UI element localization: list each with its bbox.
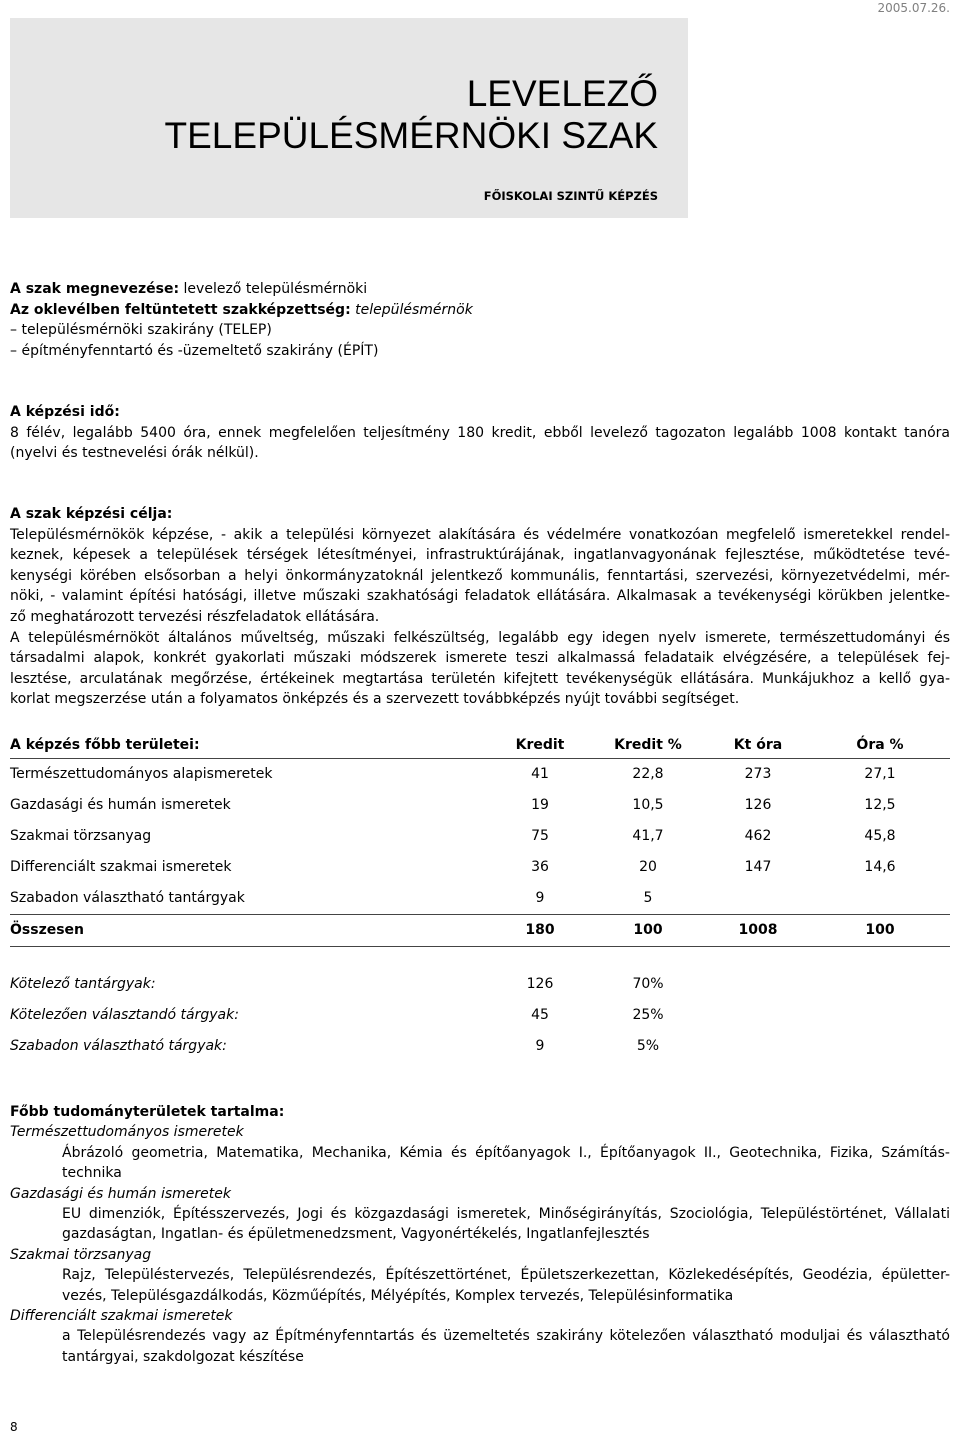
section-line: tantárgyai, szakdolgozat készítése [62,1348,304,1365]
goals-paragraph-2 [10,628,950,710]
specialization-item: – településmérnöki szakirány (TELEP) [10,322,272,339]
qualification-line [10,300,950,321]
section-body [62,1265,950,1306]
section-line: technika [62,1165,122,1182]
hours-percent-cell: 12,5 [864,797,896,814]
header-credit-percent: Kredit % [614,737,682,754]
credit-cell: 9 [535,890,545,907]
course-type-name: Szabadon választható tárgyak: [10,1038,227,1055]
table-total-row [10,914,950,947]
course-type-row [10,969,950,1000]
paragraph-line: ző meghatározott tervezési részfeladatok ellátására. [10,608,380,625]
area-name: Természettudományos alapismeretek [10,766,273,783]
course-type-row [10,1000,950,1031]
training-areas-table [10,733,950,1062]
total-contact-hours: 1008 [738,922,778,939]
title-line-1: LEVELEZŐ [466,73,658,114]
goals-paragraph-1 [10,525,950,628]
paragraph-line: keznek, képesek a települések térségek létesítményei, infrastruktúrájának, ingatlanvagyonának fejlesztése, működtetése tevé- [10,547,950,564]
total-credit-percent: 100 [633,922,663,939]
course-type-name: Kötelező tantárgyak: [10,976,156,993]
title-line-2: TELEPÜLÉSMÉRNÖKI SZAK [164,115,658,156]
credit-cell: 75 [531,828,549,845]
page-number: 8 [10,1420,18,1434]
area-name: Szakmai törzsanyag [10,828,152,845]
section-body [62,1204,950,1245]
hours-percent-cell: 27,1 [864,766,896,783]
paragraph-line: Településmérnökök képzése, - akik a települési környezet alakítására és védelmére vonatkozóan megfelelő ismeretekkel rendel- [10,526,950,543]
total-credit: 180 [525,922,555,939]
table-header-row [10,733,950,759]
course-type-name: Kötelezően választandó tárgyak: [10,1007,239,1024]
course-type-credit: 45 [531,1007,549,1024]
section-line: vezés, Településgazdálkodás, Közműépítés, Mélyépítés, Komplex tervezés, Településinformatika [62,1287,734,1304]
section-line: Rajz, Településtervezés, Településrendezés, Építészettörténet, Épületszerkezettan, Közlekedésépítés, Geodézia, épületter- [62,1267,950,1284]
section-body [62,1326,950,1367]
header-credit: Kredit [515,737,565,754]
course-type-row [10,1031,950,1062]
section-line: Ábrázoló geometria, Matematika, Mechanika, Kémia és építőanyagok I., Építőanyagok II., Geotechnika, Fizika, Számítás- [62,1144,950,1161]
contact-hours-cell: 462 [744,828,772,845]
program-name-label: A szak megnevezése: [10,281,180,297]
paragraph-line: kenységi körében elsősorban a helyi önkormányzatoknál jelentkező kommunális, fenntartási, szervezési, környezetvédelmi, mér- [10,567,950,584]
area-name: Gazdasági és humán ismeretek [10,797,231,814]
goals-label: A szak képzési célja: [10,506,173,522]
section-body [62,1143,950,1184]
content-section [10,1102,950,1367]
credit-cell: 19 [531,797,549,814]
program-name-line [10,279,950,300]
header-contact-hours: Kt óra [733,737,783,754]
table-row [10,821,950,852]
hours-percent-cell: 14,6 [864,859,896,876]
area-name: Szabadon választható tantárgyak [10,890,245,907]
content-title: Főbb tudományterületek tartalma: [10,1104,285,1120]
credit-percent-cell: 10,5 [632,797,664,814]
total-hours-percent: 100 [865,922,895,939]
section-line: EU dimenziók, Építésszervezés, Jogi és közgazdasági ismeretek, Minőségirányítás, Szociológia, Településtörténet, Vállalati [62,1206,950,1223]
header-hours-percent: Óra % [856,737,904,754]
header-area: A képzés főbb területei: [10,737,200,754]
section-heading: Gazdasági és humán ismeretek [10,1185,231,1202]
paragraph-line: korlat megszerzése után a folyamatos önképzés és a szervezett továbbképzés nyújt további segítséget. [10,691,740,708]
credit-cell: 36 [531,859,549,876]
paragraph-line: társadalmi alapok, konkrét gyakorlati műszaki módszerek ismerete teszi alkalmassá feladataik elvégzésére, a települések fej- [10,650,950,667]
contact-hours-cell: 273 [744,766,772,783]
section-heading: Természettudományos ismeretek [10,1124,244,1141]
section-line: gazdaságtan, Ingatlan- és épületmenedzsment, Vagyonértékelés, Ingatlanfejlesztés [62,1226,650,1243]
credit-percent-cell: 20 [639,859,657,876]
table-row [10,852,950,883]
section-line: a Településrendezés vagy az Építményfenntartás és üzemeltetés szakirány kötelezően választható moduljai és választható [62,1328,950,1345]
paragraph-line: A településmérnököt általános műveltség, műszaki felkészültség, legalább egy idegen nyelv ismerete, természettudományi és [10,629,950,646]
duration-text-line: (nyelvi és testnevelési órák nélkül). [10,445,259,462]
paragraph-line: lesztése, arculatának megőrzése, értékeinek megtartása területén kifejtett tevékenységük ellátására. Munkájukhoz a kellő gya- [10,670,950,687]
table-row [10,759,950,790]
course-type-percent: 70% [632,976,664,993]
credit-percent-cell: 5 [643,890,653,907]
total-label: Összesen [10,922,85,939]
title-banner [10,18,688,218]
paragraph-line: nöki, - valamint építési hatósági, illetve műszaki szakhatósági feladatok ellátására. Alkalmasak a tevékenységi körükben jelentke- [10,588,950,605]
course-type-percent: 25% [632,1007,664,1024]
goals-section [10,504,950,710]
hours-percent-cell: 45,8 [864,828,896,845]
qualification-value: településmérnök [355,301,473,318]
credit-percent-cell: 41,7 [632,828,664,845]
table-spacer [10,947,950,969]
document-date: 2005.07.26. [877,1,950,15]
contact-hours-cell: 126 [744,797,772,814]
credit-cell: 41 [531,766,549,783]
course-type-percent: 5% [636,1038,660,1055]
area-name: Differenciált szakmai ismeretek [10,859,232,876]
table-row [10,883,950,914]
duration-label: A képzési idő: [10,404,120,420]
table-row [10,790,950,821]
program-info [10,279,950,361]
duration-text-line: 8 félév, legalább 5400 óra, ennek megfelelően teljesítmény 180 kredit, ebből levelező tagozaton legalább 1008 kontakt tanóra [10,424,950,441]
course-type-credit: 126 [526,976,554,993]
section-heading: Differenciált szakmai ismeretek [10,1308,233,1325]
course-type-credit: 9 [535,1038,545,1055]
section-heading: Szakmai törzsanyag [10,1246,152,1263]
subtitle: FŐISKOLAI SZINTŰ KÉPZÉS [483,189,658,203]
qualification-label: Az oklevélben feltüntetett szakképzettség: [10,301,351,318]
duration-section [10,402,950,464]
specialization-item: – építményfenntartó és -üzemeltető szakirány (ÉPÍT) [10,342,379,359]
credit-percent-cell: 22,8 [632,766,664,783]
program-name-value: levelező településmérnöki [183,281,368,297]
contact-hours-cell: 147 [744,859,772,876]
